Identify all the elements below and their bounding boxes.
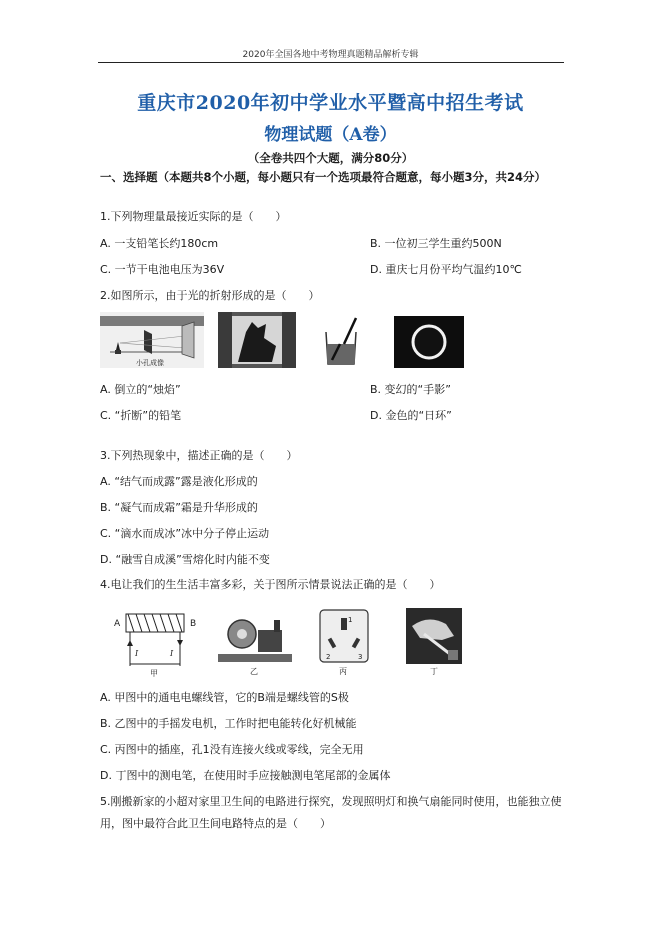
question-2-option-a: A. 倒立的“烛焰” bbox=[100, 383, 181, 396]
figure-ding-label: 丁 bbox=[430, 667, 438, 676]
question-3-option-b: B. “凝气而成霜”霜是升华形成的 bbox=[100, 501, 258, 514]
hand-shadow-figure bbox=[218, 312, 296, 368]
exam-title: 重庆市2020年初中学业水平暨高中招生考试 bbox=[137, 92, 524, 114]
exam-subtitle: 物理试题（A卷） bbox=[264, 125, 397, 145]
socket-hole-3-label: 3 bbox=[358, 653, 363, 661]
bent-pencil-figure bbox=[318, 316, 364, 368]
question-2-option-b: B. 变幻的“手影” bbox=[370, 383, 451, 396]
question-4-option-b: B. 乙图中的手摇发电机，工作时把电能转化好机械能 bbox=[100, 717, 357, 730]
socket-hole-2-label: 2 bbox=[326, 653, 331, 661]
solar-ring-figure bbox=[394, 316, 464, 368]
question-1-option-d: D. 重庆七月份平均气温约10℃ bbox=[370, 263, 522, 276]
solenoid-figure bbox=[100, 606, 210, 678]
question-2-stem: 2.如图所示，由于光的折射形成的是（ ） bbox=[100, 289, 320, 302]
question-3-option-c: C. “滴水而成冰”冰中分子停止运动 bbox=[100, 527, 270, 540]
question-3-option-a: A. “结气而成露”露是液化形成的 bbox=[100, 475, 258, 488]
socket-hole-1-label: 1 bbox=[348, 616, 353, 624]
exam-meta: （全卷共四个大题，满分80分） bbox=[247, 151, 414, 165]
question-3-option-d: D. “融雪自成溪”雪熔化时内能不变 bbox=[100, 553, 270, 566]
question-3-stem: 3.下列热现象中，描述正确的是（ ） bbox=[100, 449, 298, 462]
figure-bing-label: 丙 bbox=[339, 667, 347, 676]
pinhole-camera-figure bbox=[100, 312, 204, 368]
end-a-label: A bbox=[114, 619, 121, 629]
section-heading: 一、选择题（本题共8个小题，每小题只有一个选项最符合题意，每小题3分，共24分） bbox=[100, 170, 547, 184]
question-4-option-a: A. 甲图中的通电电螺线管，它的B端是螺线管的S极 bbox=[100, 691, 349, 704]
pinhole-label: 小孔成像 bbox=[136, 359, 164, 367]
question-2-option-c: C. “折断”的铅笔 bbox=[100, 409, 182, 422]
figure-jia-label: 甲 bbox=[150, 669, 158, 678]
header-rule bbox=[98, 62, 564, 63]
question-4-option-d: D. 丁图中的测电笔，在使用时手应接触测电笔尾部的金属体 bbox=[100, 769, 391, 782]
current-label-left: I bbox=[135, 649, 139, 658]
question-1-option-a: A. 一支铅笔长约180cm bbox=[100, 237, 219, 250]
question-5-stem: 5.刚搬新家的小超对家里卫生间的电路进行探究，发现照明灯和换气扇能同时使用，也能独立使用，图中最符合此卫生间电路特点的是（ ） bbox=[100, 795, 562, 830]
socket-figure bbox=[314, 606, 374, 678]
figure-yi-label: 乙 bbox=[250, 667, 258, 676]
question-1-stem: 1.下列物理量最接近实际的是（ ） bbox=[100, 210, 287, 223]
question-4-option-c: C. 丙图中的插座，孔1没有连接火线或零线，完全无用 bbox=[100, 743, 364, 756]
question-2-option-d: D. 金色的“日环” bbox=[370, 409, 452, 422]
running-header: 2020年全国各地中考物理真题精品解析专辑 bbox=[242, 50, 419, 60]
hand-generator-figure bbox=[212, 606, 298, 678]
question-1-option-b: B. 一位初三学生重约500N bbox=[370, 237, 502, 250]
question-1-option-c: C. 一节干电池电压为36V bbox=[100, 263, 225, 276]
question-4-stem: 4.电让我们的生生活丰富多彩，关于图所示情景说法正确的是（ ） bbox=[100, 578, 441, 591]
end-b-label: B bbox=[190, 619, 197, 629]
test-pen-figure bbox=[402, 606, 466, 678]
current-label-right: I bbox=[170, 649, 174, 658]
